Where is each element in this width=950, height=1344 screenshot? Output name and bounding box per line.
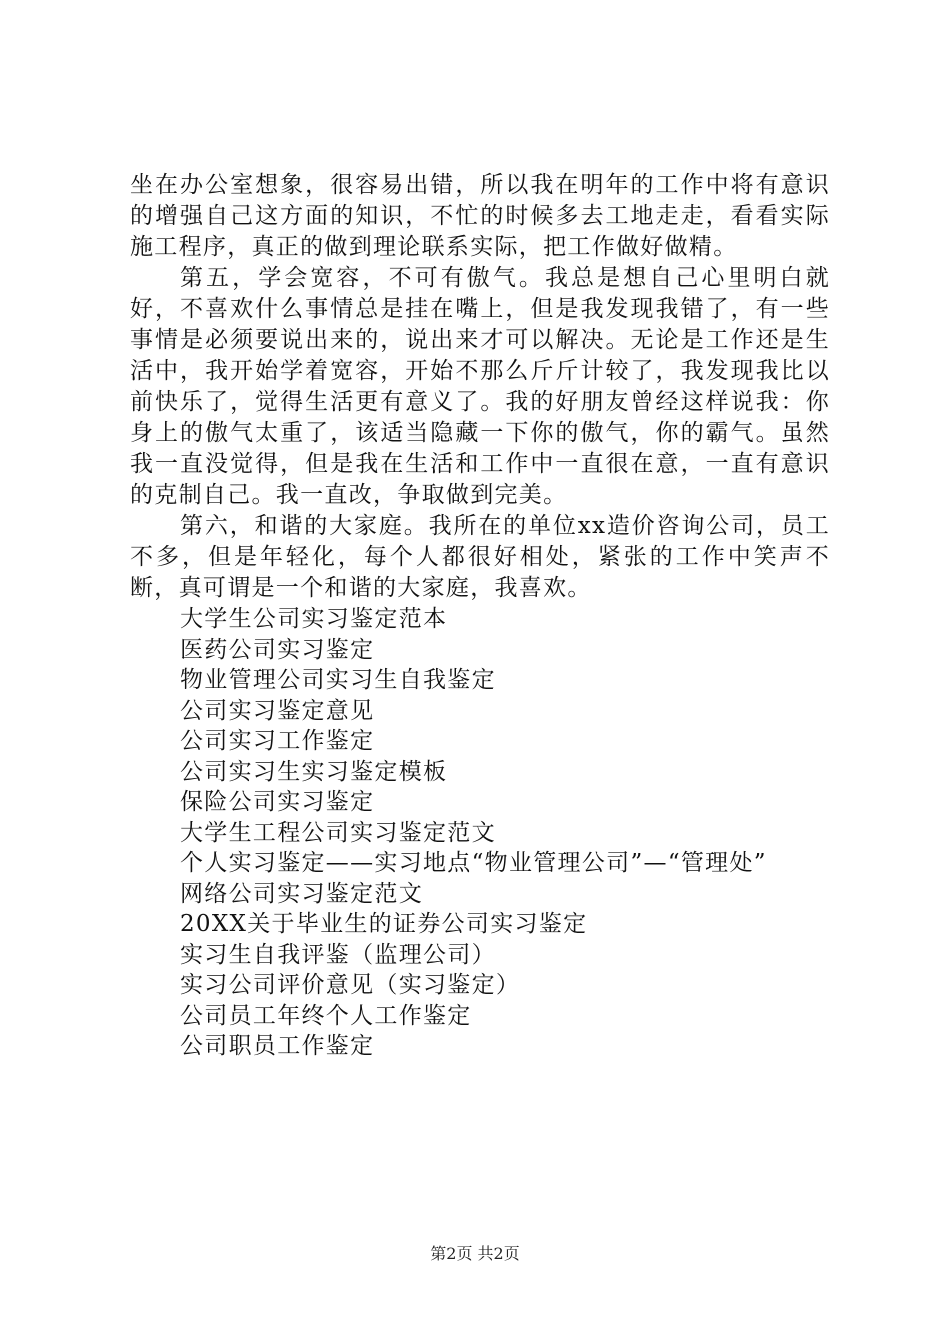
related-link[interactable]: 保险公司实习鉴定 — [180, 789, 375, 815]
list-item — [130, 879, 830, 910]
list-item — [130, 1031, 830, 1062]
paragraph-continuation: 坐在办公室想象，很容易出错，所以我在明年的工作中将有意识的增强自己这方面的知识，不忙的时候多去工地走走，看看实际施工程序，真正的做到理论联系实际，把工作做好做精。 — [130, 172, 830, 260]
list-item — [130, 818, 830, 849]
related-link[interactable]: 20XX关于毕业生的证券公司实习鉴定 — [180, 911, 588, 937]
list-item — [130, 696, 830, 727]
list-item — [130, 604, 830, 635]
related-link[interactable]: 大学生工程公司实习鉴定范文 — [180, 819, 496, 846]
related-link[interactable]: 网络公司实习鉴定范文 — [180, 880, 423, 907]
list-item — [130, 726, 830, 757]
related-link[interactable]: 公司员工年终个人工作鉴定 — [180, 1002, 472, 1029]
related-link[interactable]: 公司职员工作鉴定 — [180, 1033, 375, 1059]
paragraph-fifth-point: 第五，学会宽容，不可有傲气。我总是想自己心里明白就好，不喜欢什么事情总是挂在嘴上，但是我发现我错了，有一些事情是必须要说出来的，说出来才可以解决。无论是工作还是生活中，我开始学着宽容，开始不那么斤斤计较了，我发现我比以前快乐了，觉得生活更有意义了。我的好朋友曾经这样说我：你身上的傲气太重了，该适当隐藏一下你的傲气，你的霸气。虽然我一直没觉得，但是我在生活和工作中一直很在意，一直有意识的克制自己。我一直改，争取做到完美。 — [130, 265, 830, 508]
related-link[interactable]: 大学生公司实习鉴定范本 — [180, 606, 448, 632]
list-item — [130, 635, 830, 666]
page-number-footer: 第2页 共2页 — [430, 1244, 520, 1263]
list-item — [130, 1001, 830, 1032]
related-link[interactable]: 公司实习鉴定意见 — [180, 697, 375, 724]
list-item — [130, 787, 830, 818]
related-link[interactable]: 公司实习工作鉴定 — [180, 728, 375, 754]
paragraph-sixth-point: 第六，和谐的大家庭。我所在的单位xx造价咨询公司，员工不多，但是年轻化，每个人都很好相处，紧张的工作中笑声不断，真可谓是一个和谐的大家庭，我喜欢。 — [130, 513, 830, 601]
list-item — [130, 665, 830, 696]
list-item — [130, 970, 830, 1001]
list-item — [130, 848, 830, 879]
related-link[interactable]: 物业管理公司实习生自我鉴定 — [180, 667, 496, 693]
related-link[interactable]: 医药公司实习鉴定 — [180, 636, 375, 663]
related-link[interactable]: 公司实习生实习鉴定模板 — [180, 758, 448, 785]
related-link[interactable]: 实习公司评价意见（实习鉴定） — [180, 972, 521, 998]
related-link[interactable]: 实习生自我评鉴（监理公司） — [180, 941, 496, 968]
list-item — [130, 757, 830, 788]
list-item — [130, 940, 830, 971]
list-item — [130, 909, 830, 940]
related-articles-list — [130, 604, 830, 1062]
document-body — [130, 170, 830, 1062]
related-link[interactable]: 个人实习鉴定——实习地点“物业管理公司”—“管理处” — [180, 850, 767, 876]
